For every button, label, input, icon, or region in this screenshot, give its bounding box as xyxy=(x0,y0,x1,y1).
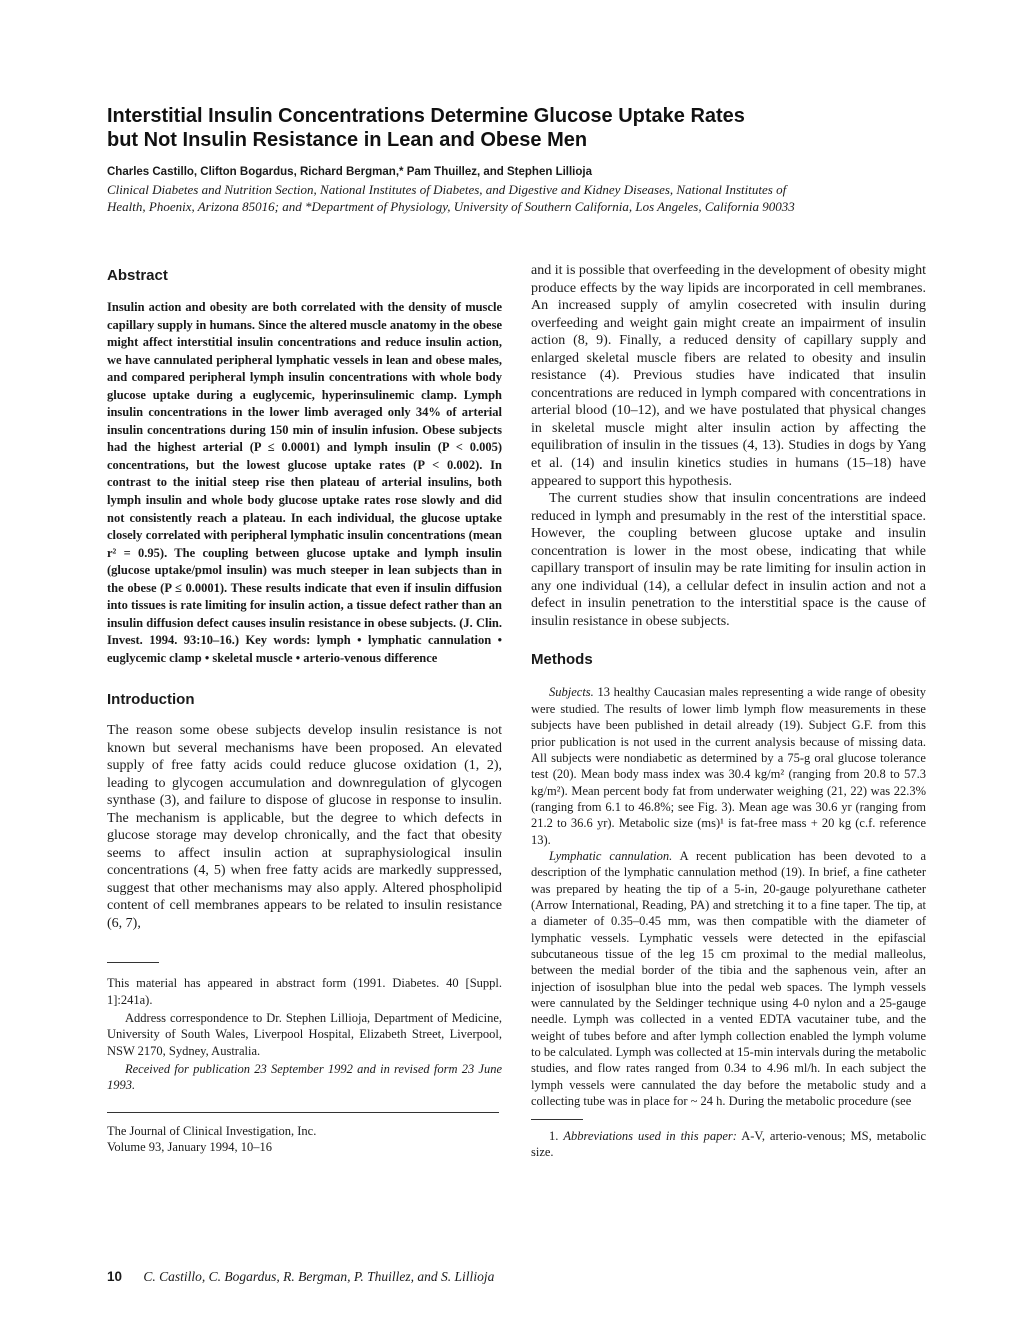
correspondence-note: Address correspondence to Dr. Stephen Lillioja, Department of Medicine, University of South Wales, Liverpool Hospital, Elizabeth Street, Liverpool, NSW 2170, Sydney, Australia. xyxy=(107,1011,502,1058)
subjects-text: 13 healthy Caucasian males representing a wide range of obesity were studied. The results of lower limb lymph flow measurements in these subjects have been published in detail already (19). Subject G.F. from this prior publication is not used in the current analysis because of missing data. All subjects were nondiabetic as determined by a 75-g oral glucose tolerance test (20). Mean body mass index was 30.4 kg/m² (ranging from 20.8 to 57.3 kg/m²). Mean percent body fat from underwater weighing (21, 22) was 22.3% (ranging from 6.1 to 46.8%; see Fig. 3). Mean age was 30.6 yr (ranging from 21.2 to 36.6 yr). Metabolic size (ms)¹ is fat-free mass + 20 kg (c.f. reference 13). xyxy=(531,685,926,847)
running-footer xyxy=(107,1268,807,1286)
footnote-label: Abbreviations used in this paper: xyxy=(563,1129,737,1144)
author-list: Charles Castillo, Clifton Bogardus, Richard Bergman,* Pam Thuillez, and Stephen Lillioja xyxy=(107,166,592,178)
journal-divider xyxy=(107,1112,499,1113)
abstract-heading: Abstract xyxy=(107,267,168,284)
lymphatic-cannulation-label: Lymphatic cannulation. xyxy=(549,848,673,863)
article-title xyxy=(107,104,907,152)
title-line: Interstitial Insulin Concentrations Determine Glucose Uptake Rates xyxy=(107,105,745,127)
subjects-label: Subjects. xyxy=(549,685,594,700)
received-note: Received for publication 23 September 1992 and in revised form 23 June 1993. xyxy=(107,1061,502,1093)
footnote-number: 1. xyxy=(549,1129,564,1144)
subjects-paragraph xyxy=(531,684,926,847)
right-column xyxy=(531,262,926,1160)
abstract-text: Insulin action and obesity are both correlated with the density of muscle capillary supply in humans. Since the altered muscle anatomy in the obese might affect interstitial insulin concentrations and reduce insulin action, we have cannulated peripheral lymphatic vessels in lean and obese males, and compared peripheral lymph insulin concentrations with whole body glucose uptake during a euglycemic, hyperinsulinemic clamp. Lymph insulin concentrations in the lower limb averaged only 34% of arterial insulin concentrations during 150 min of insulin infusion. Obese subjects had the highest arterial (P ≤ 0.0001) and lymph insulin (P < 0.005) concentrations, but the lowest glucose uptake rates (P < 0.002). In contrast to the initial steep rise then plateau of arterial insulins, both lymph insulin and whole body glucose uptake rates rose slowly and did not consistently reach a plateau. In each individual, the glucose uptake closely correlated with peripheral lymphatic insulin concentrations (mean r² = 0.95). The coupling between glucose uptake and lymph insulin (glucose uptake/pmol insulin) was much steeper in lean subjects than in the obese (P ≤ 0.0001). These results indicate that even if insulin diffusion into tissues is rate limiting for insulin action, a tissue defect rather than an insulin diffusion defect causes insulin resistance in obese subjects. (J. Clin. Invest. 1994. 93:10–16.) Key words: lymph • lymphatic cannulation • euglycemic clamp • skeletal muscle • arterio-venous difference xyxy=(107,300,502,665)
journal-name: The Journal of Clinical Investigation, Inc. xyxy=(107,1123,317,1138)
journal-info xyxy=(107,1123,502,1155)
abbreviations-footnote xyxy=(531,1128,926,1160)
footnote-divider xyxy=(107,962,159,963)
affiliations xyxy=(107,181,927,215)
left-column xyxy=(107,262,502,1155)
abstract-form-note: This material has appeared in abstract form (1991. Diabetes. 40 [Suppl. 1]:241a). xyxy=(107,976,502,1007)
introduction-paragraph-2: The current studies show that insulin concentrations are indeed reduced in lymph and presumably in the rest of the interstitial space. However, the coupling between glucose uptake and insulin concentration is lower in the most obese, indicating that while capillary transport of insulin may be rate limiting for insulin action in any one individual (14), a cellular defect in insulin action and not a defect in insulin penetration to the interstitial space is the cause of insulin resistance in obese subjects. xyxy=(531,491,926,629)
introduction-text: The reason some obese subjects develop insulin resistance is not known but several mechanisms have been proposed. An elevated supply of free fatty acids could reduce glucose oxidation (1, 2), leading to glycogen accumulation and downregulation of glycogen synthase (3), and failure to dispose of glucose in response to insulin. The mechanism is applicable, but the degree to which defects in glucose storage may develop chronically, and the fact that obesity seems to affect insulin action at supraphysiological insulin concentrations (4, 5) when free fatty acids are markedly suppressed, suggest that other mechanisms may also apply. Altered phospholipid content of cell membranes appears to be related to insulin resistance (6, 7), xyxy=(107,723,502,931)
page-number: 10 xyxy=(107,1269,123,1284)
journal-volume: Volume 93, January 1994, 10–16 xyxy=(107,1139,273,1154)
lymphatic-cannulation-text: A recent publication has been devoted to a description of the lymphatic cannulation method (19). In brief, a fine catheter was prepared by heating the tip of a 5-in, 20-gauge polyurethane catheter (Arrow International, Reading, PA) and stretching it to a fine taper. The tip, at a diameter of 0.35–0.45 mm, was then compatible with the diameter of lymphatic vessels. Lymphatic vessels were detected in the epifascial subcutaneous tissue of the leg 15 cm proximal to the medial malleolus, between the medial border of the tibia and the saphenous vein, after an injection of isosulphan blue into the pedal web spaces. The lymph vessels were cannulated by the Seldinger technique using 4-0 nylon and a 25-gauge needle. Lymph was collected in a vented EDTA vacutainer tube, and the weight of tubes before and after lymph collection enabled the lymph volume to be calculated. Lymph was collected at 15-min intervals during the metabolic studies, and flow rates ranged from 0.34 to 4.96 ml/h. In each subject the lymph vessels were cannulated the day before the metabolic study and a collecting tube was in place for ~ 24 h. During the metabolic procedure (see xyxy=(531,848,927,1109)
affiliation-line: Health, Phoenix, Arizona 85016; and *Department of Physiology, University of Southern California, Los Angeles, California 90033 xyxy=(107,199,795,214)
title-line: but Not Insulin Resistance in Lean and Obese Men xyxy=(107,129,588,151)
lymphatic-cannulation-paragraph xyxy=(531,848,926,1110)
methods-heading: Methods xyxy=(531,651,593,669)
introduction-heading: Introduction xyxy=(107,691,195,709)
footnote-text: A-V, arterio-venous; MS, metabolic size. xyxy=(531,1129,927,1160)
introduction-continued: and it is possible that overfeeding in the development of obesity might produce effects by the way lipids are incorporated in cell membranes. An increased supply of amylin cosecreted with insulin during overfeeding and weight gain might create an impairment of insulin action (8, 9). Finally, a reduced density of capillary supply and enlarged skeletal muscle fibers are related to obesity and insulin resistance (4). Previous studies have indicated that insulin concentrations are reduced in lymph compared with concentrations in arterial blood (10–12), and we have postulated that physical changes in skeletal muscle might alter insulin action by affecting the equilibration of insulin in the tissues (4, 13). Studies in dogs by Yang et al. (14) and insulin kinetics studies in humans (15–18) have appeared to support this hypothesis. xyxy=(531,263,926,489)
footnote-divider-right xyxy=(531,1119,583,1120)
running-authors: C. Castillo, C. Bogardus, R. Bergman, P. Thuillez, and S. Lillioja xyxy=(143,1269,495,1284)
affiliation-line: Clinical Diabetes and Nutrition Section, National Institutes of Diabetes, and Digestive and Kidney Diseases, National Institutes of xyxy=(107,182,787,197)
